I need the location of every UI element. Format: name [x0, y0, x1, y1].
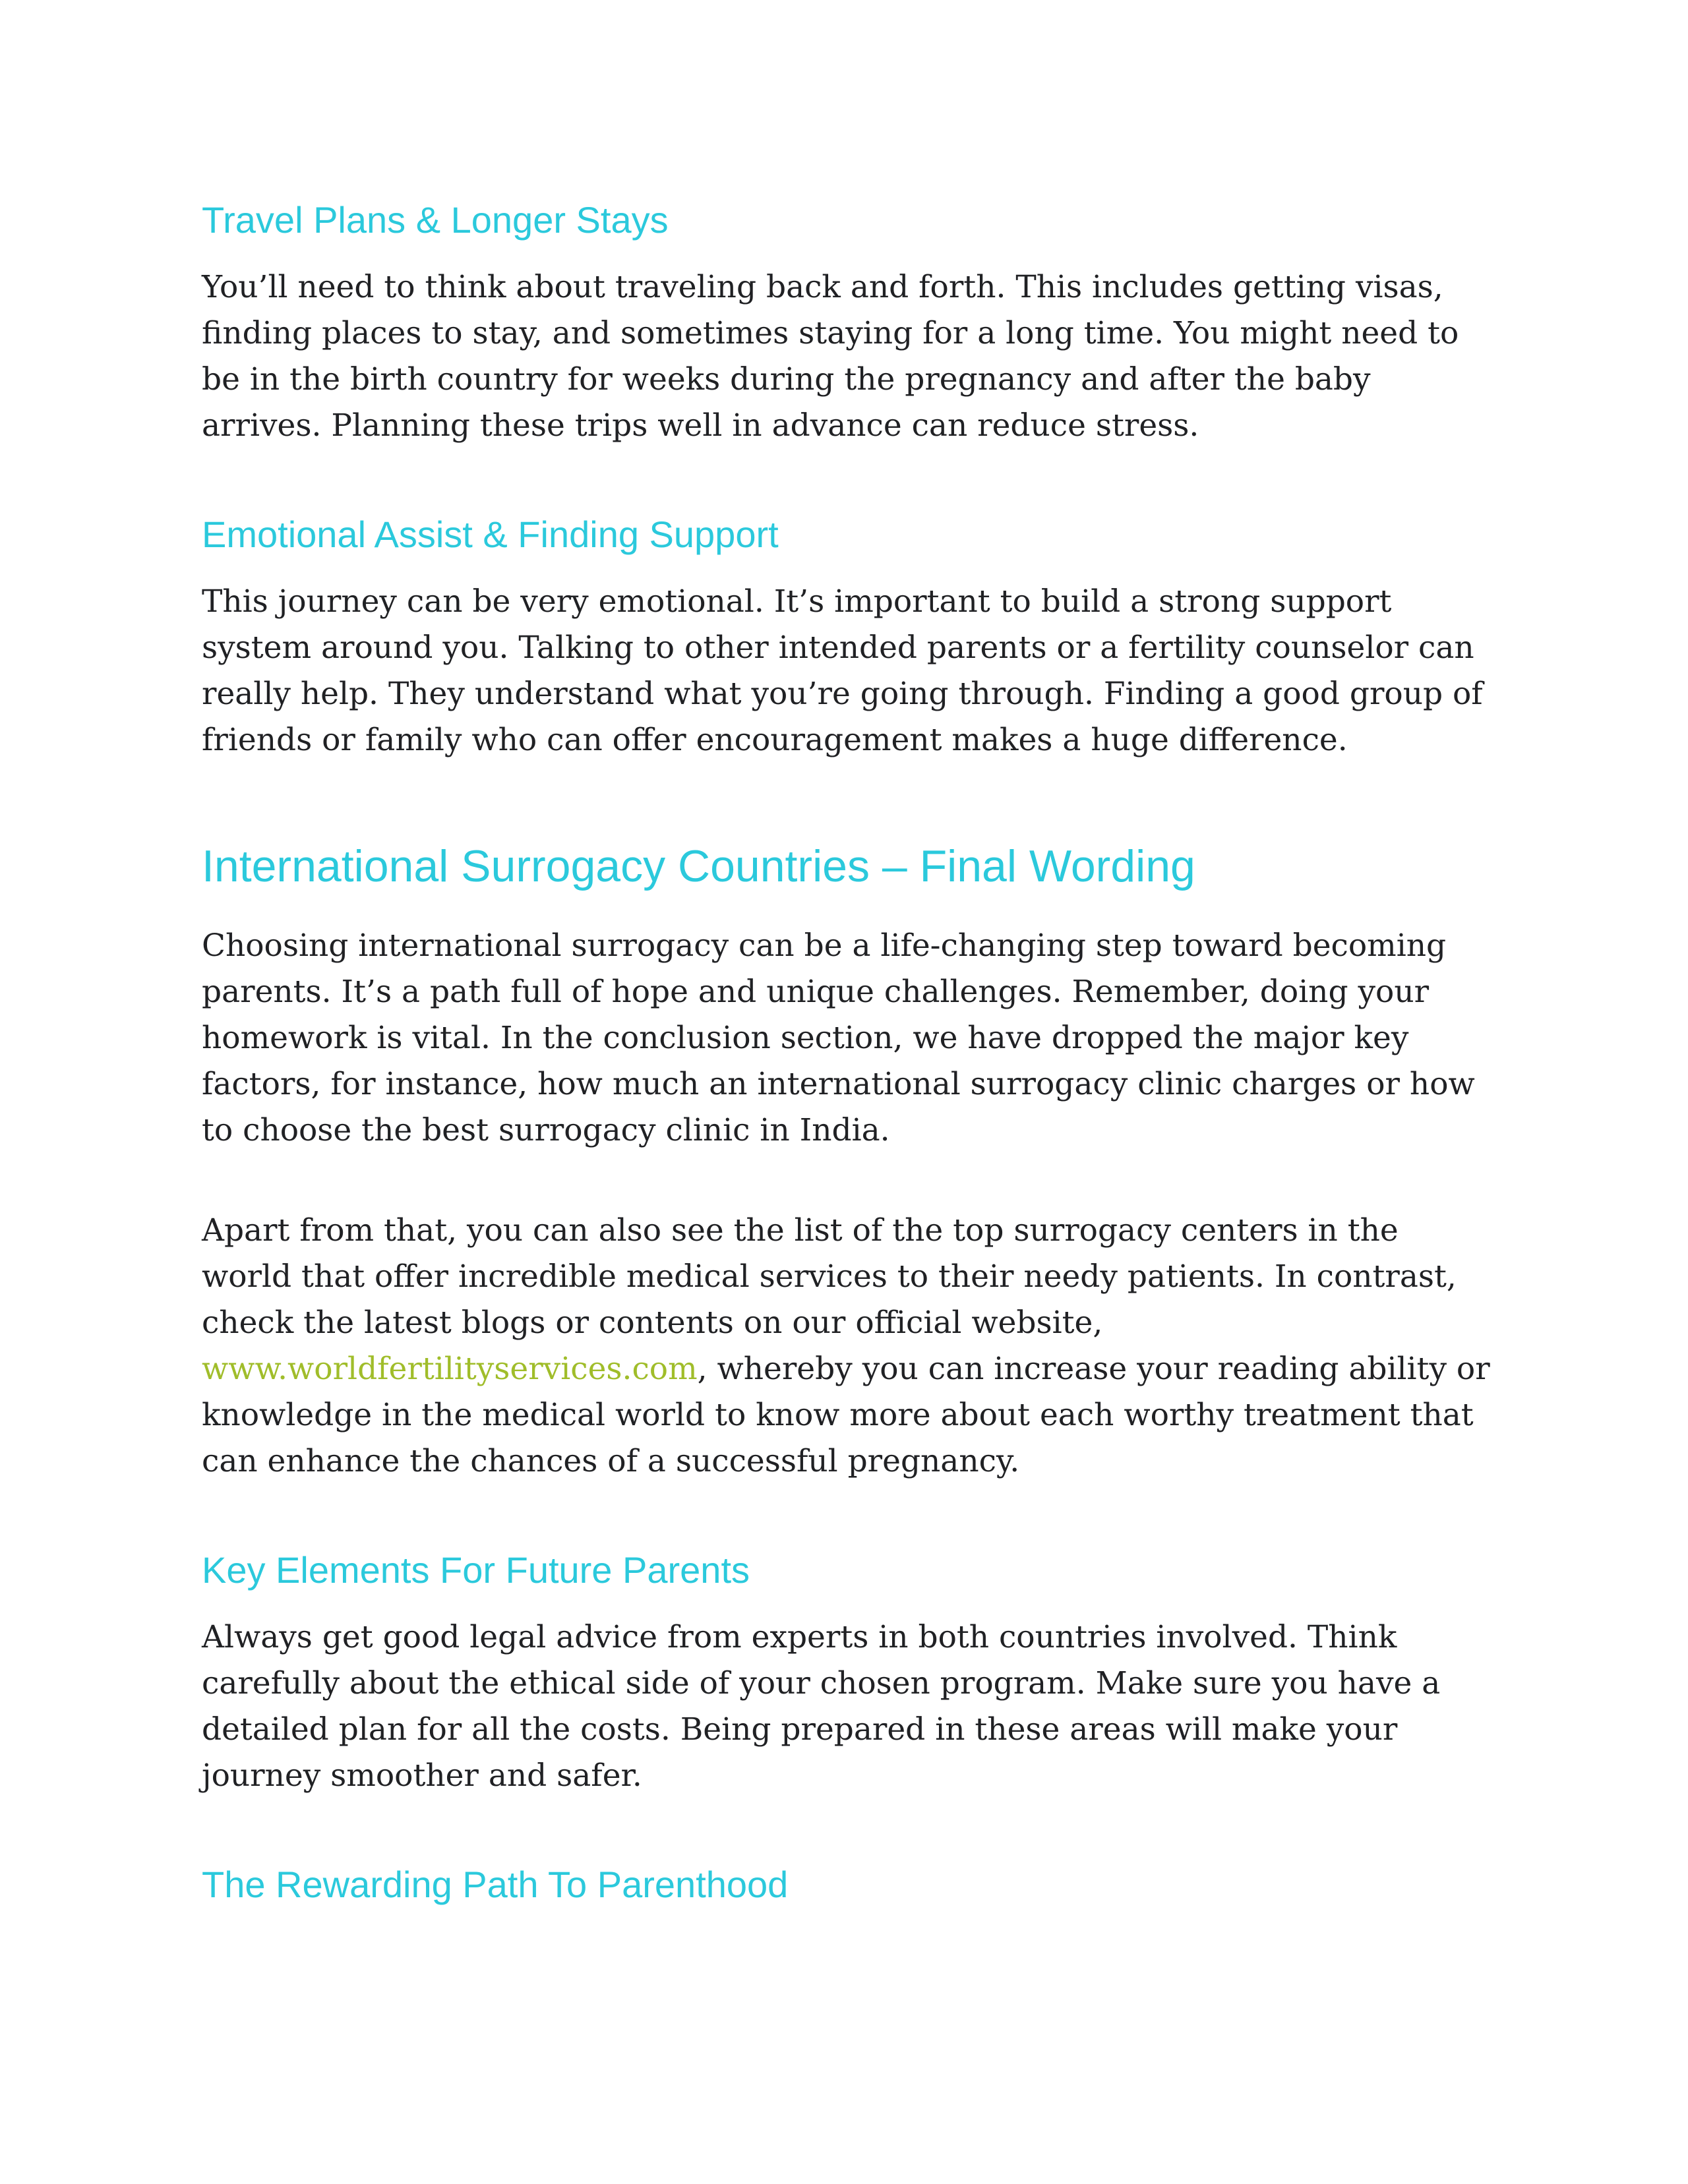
heading-key-elements: Key Elements For Future Parents [202, 1549, 750, 1591]
worldfertilityservices-link[interactable]: www.worldfertilityservices.com [202, 1350, 698, 1387]
paragraph-apart-text-after-link: , whereby you can increase your reading ability or knowledge in the medical world to know more about each worthy treatment that can enhance the chances of a successful pregnancy. [202, 1350, 1490, 1479]
paragraph-key-elements: Always get good legal advice from experts in both countries involved. Think carefully about the ethical side of your chosen program. Make sure you have a detailed plan for all the costs. Being prepared in these areas will make your journey smoother and safer. [202, 1619, 1441, 1794]
heading-emotional-support: Emotional Assist & Finding Support [202, 514, 779, 556]
paragraph-choosing-international: Choosing international surrogacy can be a life-changing step toward becoming parents. It’s a path full of hope and unique challenges. Remember, doing your homework is vital. In the conclusion section, we have dropped the major key factors, for instance, how much an international surrogacy clinic charges or how to choose the best surrogacy clinic in India. [202, 927, 1475, 1148]
paragraph-apart-text-before-link: Apart from that, you can also see the list of the top surrogacy centers in the world that offer incredible medical services to their needy patients. In contrast, check the latest blogs or contents on our official website, [202, 1212, 1457, 1341]
paragraph-travel-plans: You’ll need to think about traveling back and forth. This includes getting visas, finding places to stay, and sometimes staying for a long time. You might need to be in the birth country for weeks during the pregnancy and after the baby arrives. Planning these trips well in advance can reduce stress. [202, 269, 1459, 444]
paragraph-emotional-support: This journey can be very emotional. It’s important to build a strong support system around you. Talking to other intended parents or a fertility counselor can really help. They understand what you’re going through. Finding a good group of friends or family who can offer encouragement makes a huge difference. [202, 583, 1483, 759]
heading-rewarding-path: The Rewarding Path To Parenthood [202, 1864, 789, 1906]
heading-international-surrogacy-final-wording: International Surrogacy Countries – Final Wording [202, 841, 1195, 892]
heading-travel-plans: Travel Plans & Longer Stays [202, 199, 669, 241]
paragraph-apart-from-that [202, 1208, 1490, 1485]
